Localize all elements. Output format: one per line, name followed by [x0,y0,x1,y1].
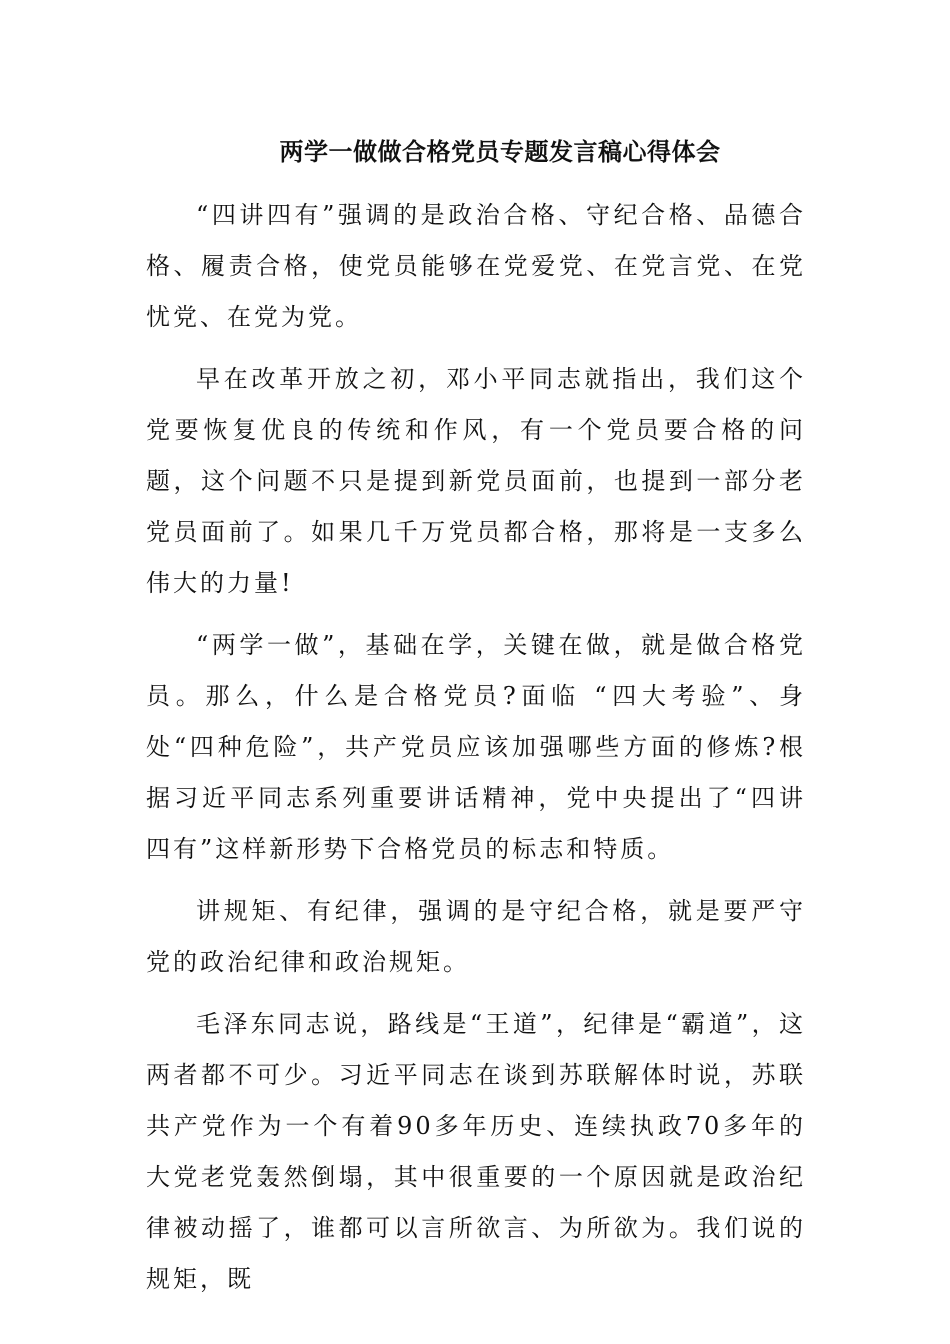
paragraph-4: 讲规矩、有纪律，强调的是守纪合格，就是要严守党的政治纪律和政治规矩。 [146,897,806,976]
paragraph-5: 毛泽东同志说，路线是“王道”，纪律是“霸道”，这两者都不可少。习近平同志在谈到苏联解体时说，苏联共产党作为一个有着90多年历史、连续执政70多年的大党老党轰然倒塌，其中很重要的一个原因就是政治纪律被动摇了，谁都可以言所欲言、为所欲为。我们说的规矩，既 [146,1010,806,1293]
paragraph-3: “两学一做”，基础在学，关键在做，就是做合格党员。那么，什么是合格党员?面临 “四大考验”、身处“四种危险”，共产党员应该加强哪些方面的修炼?根据习近平同志系列重要讲话精神，党中央提出了“四讲四有”这样新形势下合格党员的标志和特质。 [146,631,806,863]
paragraph-1: “四讲四有”强调的是政治合格、守纪合格、品德合格、履责合格，使党员能够在党爱党、在党言党、在党忧党、在党为党。 [146,201,806,331]
document-title: 两学一做做合格党员专题发言稿心得体会 [279,137,721,166]
document-body [146,190,806,1316]
paragraph-2: 早在改革开放之初，邓小平同志就指出，我们这个党要恢复优良的传统和作风，有一个党员要合格的问题，这个问题不只是提到新党员面前，也提到一部分老党员面前了。如果几千万党员都合格，那将是一支多么伟大的力量! [146,365,806,597]
